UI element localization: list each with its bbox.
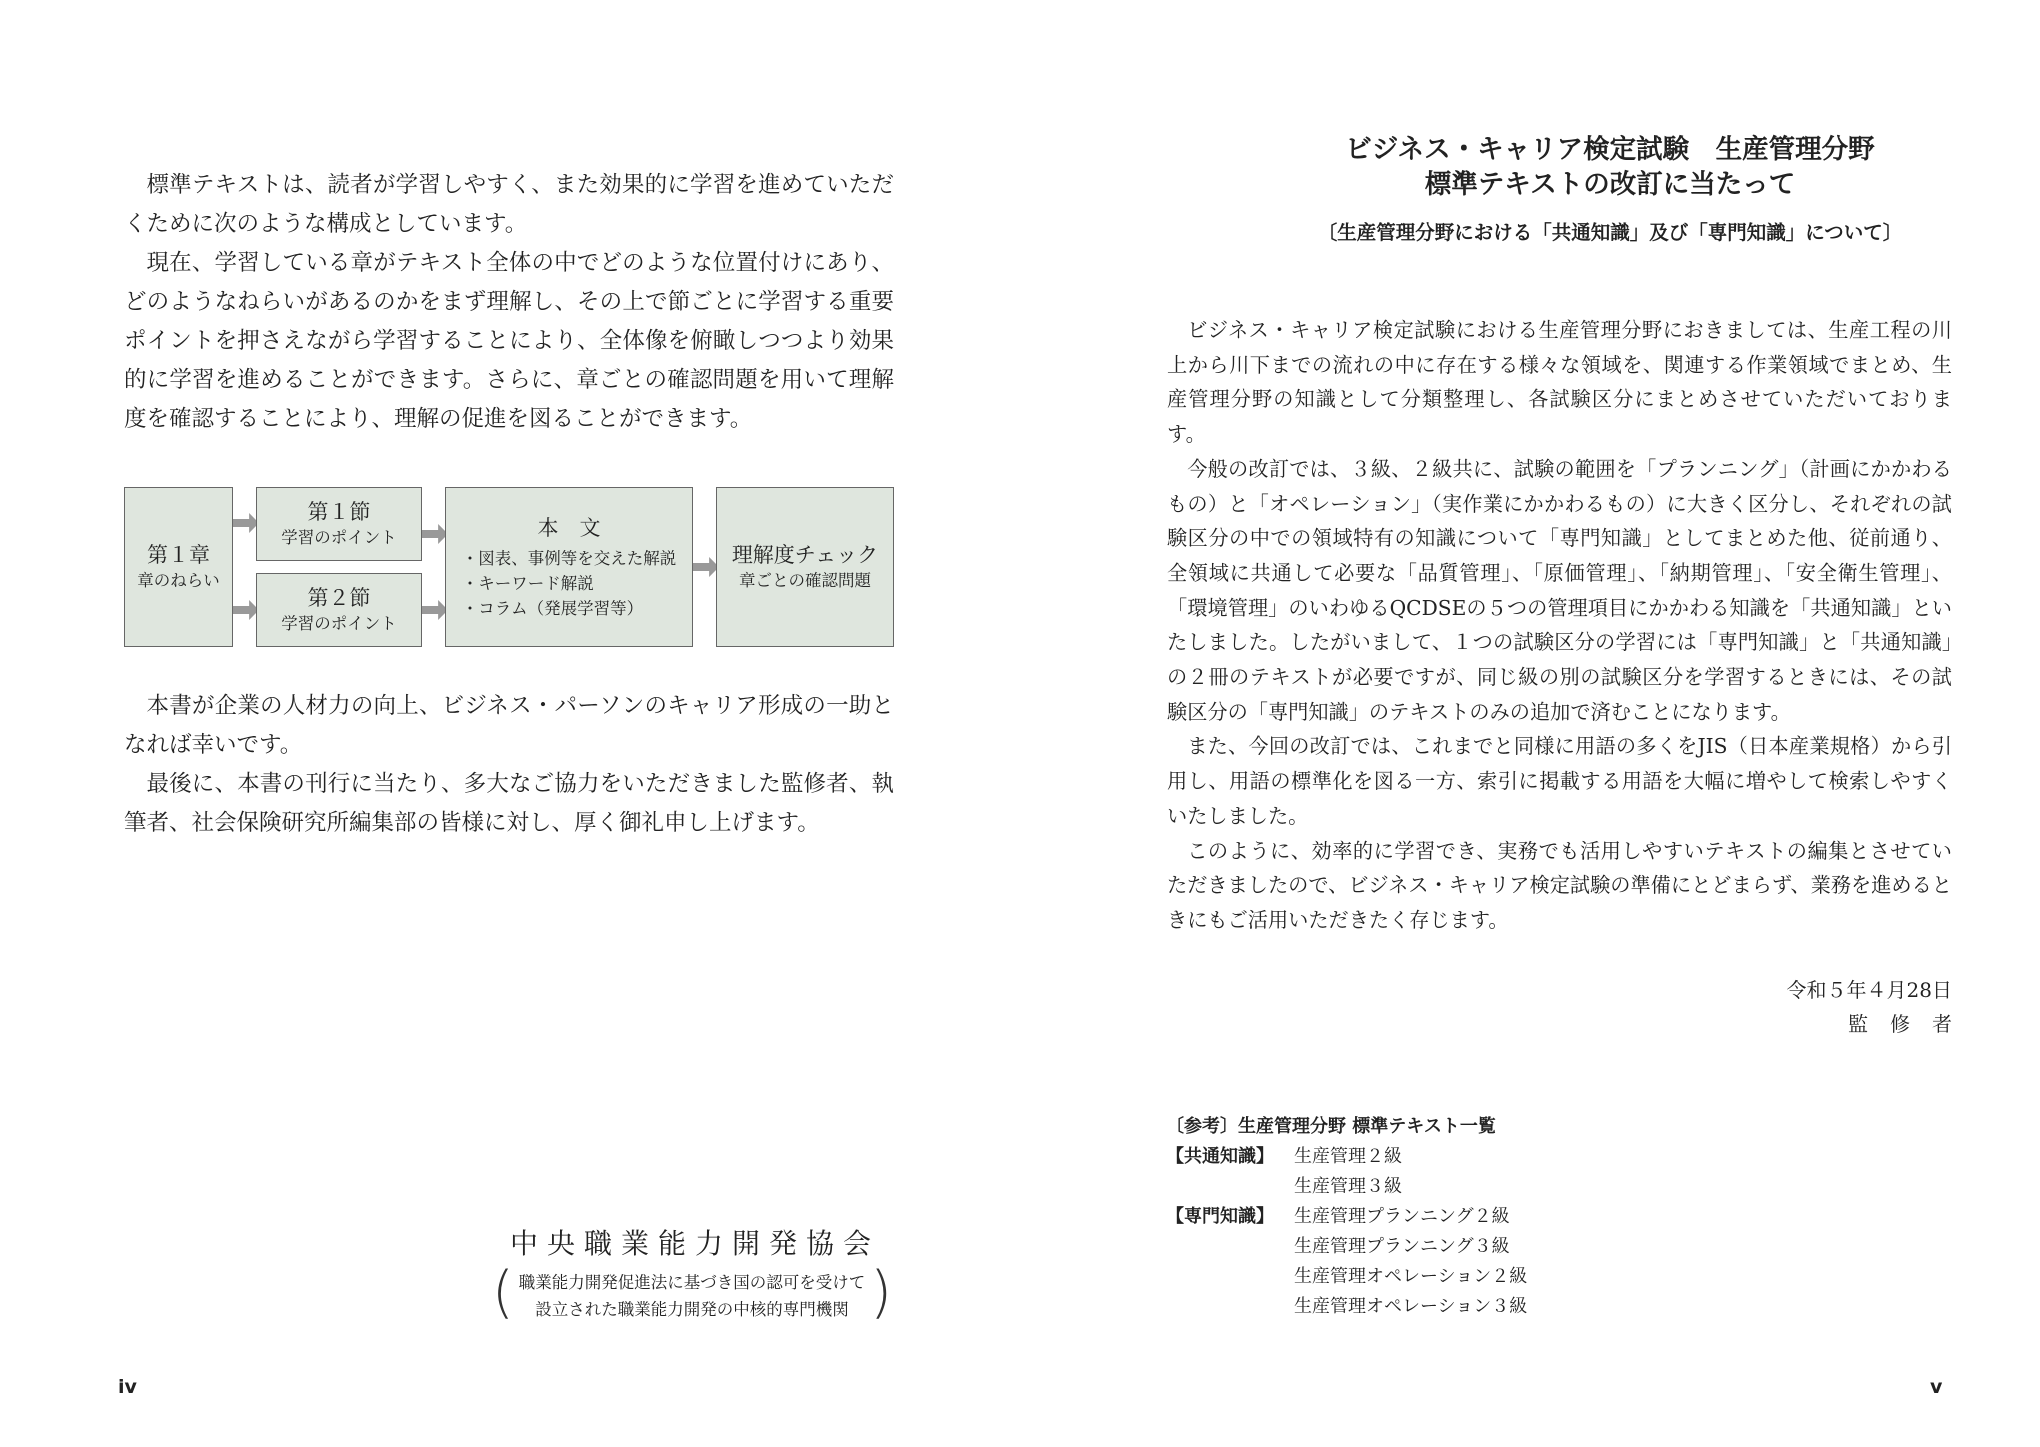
body-paragraph-1: ビジネス・キャリア検定試験における生産管理分野におきましては、生産工程の川上から川下までの流れの中に存在する様々な領域を、関連する作業領域でまとめ、生産管理分野の知識として分類整理し、各試験区分にまとめさせていただいております。 [1167,318,1952,447]
section1-title: 第１節 [307,500,371,524]
closing-paragraph-1: 本書が企業の人材力の向上、ビジネス・パーソンのキャリア形成の一助となれば幸いです。 [124,693,894,758]
list-item: 生産管理オペレーション３級 [1294,1296,1528,1317]
supervisor: 監修者 [1848,1012,1974,1036]
reference-list [1166,1112,1527,1322]
section1-sub: 学習のポイント [281,528,397,547]
list-item: 生産管理プランニング２級 [1294,1206,1510,1227]
reference-heading: 〔参考〕生産管理分野 標準テキスト一覧 [1166,1116,1496,1137]
bracket-close-icon: ) [870,1260,892,1325]
list-item: 生産管理３級 [1294,1176,1402,1197]
org-desc-line2: 設立された職業能力開発の中核的専門機関 [535,1300,849,1319]
list-item: 生産管理２級 [1294,1146,1402,1167]
body-item: ・図表、事例等を交えた解説 [461,548,677,568]
diagram-section2-box [256,573,422,647]
body-paragraph-2: 今般の改訂では、３級、２級共に、試験の範囲を「プランニング」（計画にかかわるもの）と「オペレーション」（実作業にかかわるもの）に大きく区分し、それぞれの試験区分の中での領域特有の知識について「専門知識」としてまとめた他、従前通り、全領域に共通して必要な「品質管理」、「原価管理」、「納期管理」、「安全衛生管理」、「環境管理」のいわゆるQCDSEの５つの管理項目にかかわる知識を「共通知識」といたしました。したがいまして、１つの試験区分の学習には「専門知識」と「共通知識」の２冊のテキストが必要ですが、同じ級の別の試験区分を学習するときには、その試験区分の「専門知識」のテキストのみの追加で済むことになります。 [1167,456,1952,724]
date: 令和５年４月28日 [1786,978,1952,1002]
diagram-section1-box [256,487,422,561]
specialized-knowledge-label: 【専門知識】 [1166,1206,1274,1227]
closing-text [124,687,894,843]
right-page [1020,0,2040,1447]
title-line1: ビジネス・キャリア検定試験 生産管理分野 [1345,134,1875,165]
signature-block [1620,973,1974,1041]
title-line2: 標準テキストの改訂に当たって [1424,169,1796,200]
intro-text [124,166,894,439]
check-sub: 章ごとの確認問題 [739,571,871,590]
body-paragraph-3: また、今回の改訂では、これまでと同様に用語の多くをJIS（日本産業規格）から引用し、用語の標準化を図る一方、索引に掲載する用語を大幅に増やして検索しやすくいたしました。 [1167,734,1952,828]
organization-name: 中央職業能力開発協会 [509,1227,880,1260]
body-items [462,546,677,621]
closing-paragraph-2: 最後に、本書の刊行に当たり、多大なご協力をいただきました監修者、執筆者、社会保険研究所編集部の皆様に対し、厚く御礼申し上げます。 [124,771,894,836]
body-item: ・コラム（発展学習等） [461,598,644,618]
body-paragraph-4: このように、効率的に学習でき、実務でも活用しやすいテキストの編集とさせていただきましたので、ビジネス・キャリア検定試験の準備にとどまらず、業務を進めるときにもご活用いただきたく存じます。 [1167,838,1952,932]
section2-sub: 学習のポイント [281,614,397,633]
list-item: 生産管理プランニング３級 [1294,1236,1510,1257]
diagram-chapter-box [124,487,233,647]
list-item: 生産管理オペレーション２級 [1294,1266,1528,1287]
intro-paragraph-1: 標準テキストは、読者が学習しやすく、また効果的に学習を進めていただくために次のような構成としています。 [124,172,894,237]
page-number-left: iv [118,1376,137,1398]
org-desc-line1: 職業能力開発促進法に基づき国の認可を受けて [518,1273,866,1292]
body-text [1167,313,1952,938]
diagram-body-box [445,487,693,647]
body-item: ・キーワード解説 [461,573,594,593]
body-title: 本 文 [537,515,601,540]
subtitle: 〔生産管理分野における「共通知識」及び「専門知識」について〕 [1317,221,1903,244]
section2-title: 第２節 [307,586,371,610]
common-knowledge-label: 【共通知識】 [1166,1146,1274,1167]
diagram-check-box [716,487,894,647]
check-title: 理解度チェック [731,543,879,567]
chapter-title: 第１章 [147,543,210,567]
bracket-open-icon: ( [492,1260,514,1325]
chapter-sub: 章のねらい [137,571,220,590]
intro-paragraph-2: 現在、学習している章がテキスト全体の中でどのような位置付けにあり、どのようなねらいがあるのかをまず理解し、その上で節ごとに学習する重要ポイントを押さえながら学習することにより、全体像を俯瞰しつつより効果的に学習を進めることができます。さらに、章ごとの確認問題を用いて理解度を確認することにより、理解の促進を図ることができます。 [124,250,894,432]
organization-description [492,1260,892,1327]
page-number-right: v [1930,1376,1943,1398]
